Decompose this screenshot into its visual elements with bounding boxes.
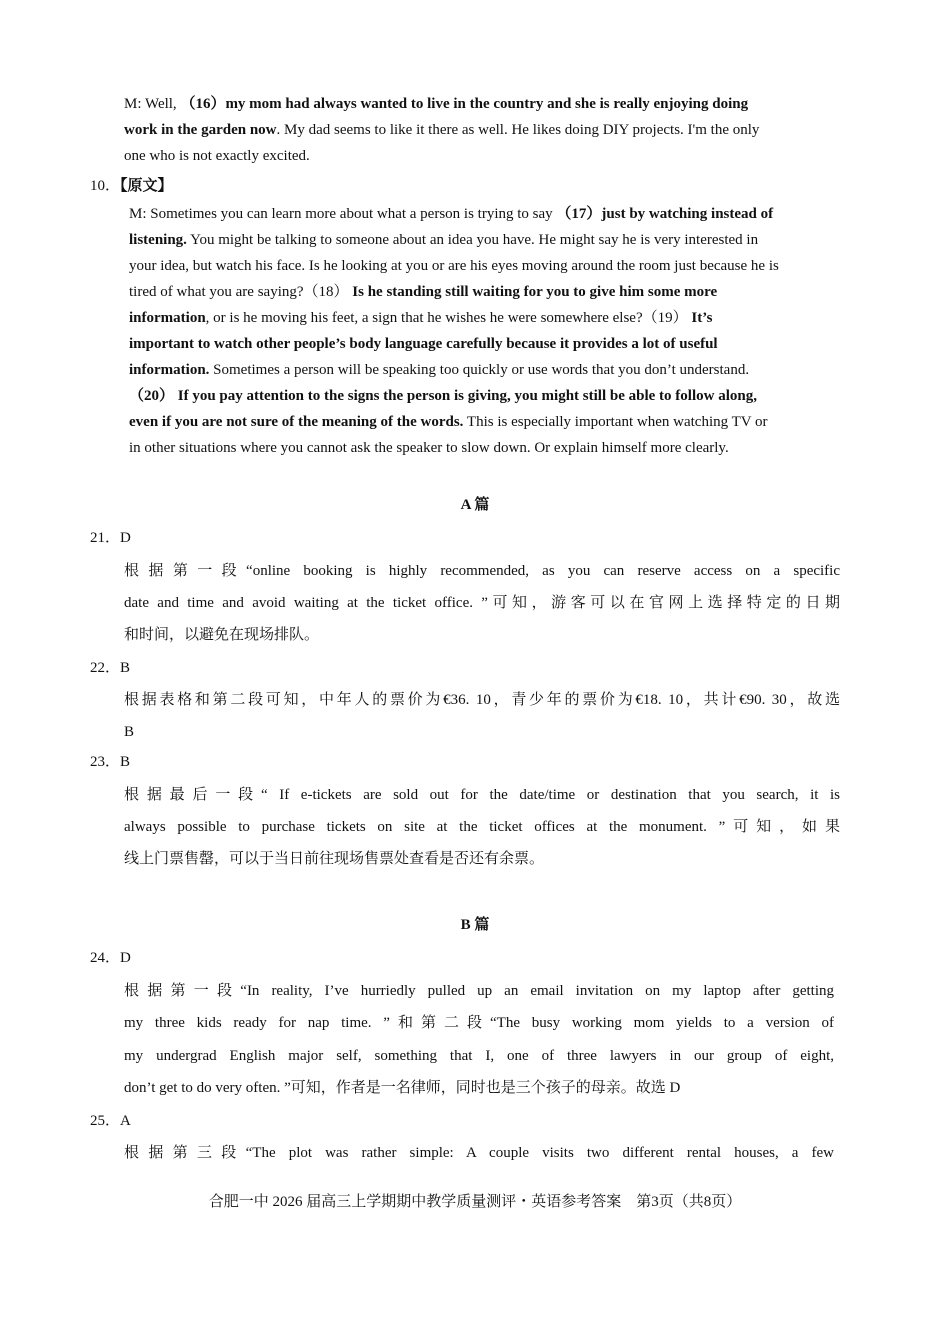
q10-line-8 (129, 386, 757, 406)
q10-text: , or is he moving his feet, a sign that he wishes he were somewhere else?（19） (205, 310, 692, 326)
q21-line-3: 和时间，以避免在现场排队。 (124, 627, 320, 643)
q9-answer-16: （16）my mom had always wanted to live in the country and she is really enjoying doing (180, 96, 749, 112)
q10-text: tired of what you are saying?（18） (129, 284, 353, 300)
q9-line-1 (124, 94, 748, 114)
q23-line-2: always possible to purchase tickets on site at the ticket offices at the monument. ”可知，如果 (124, 819, 840, 835)
q22-answer: 22．B (90, 660, 131, 676)
q24-answer: 24．D (90, 950, 131, 966)
q10-answer-20: （20） If you pay attention to the signs the person is giving, you might still be able to follow along, (129, 388, 757, 404)
q10-line-4 (129, 282, 717, 302)
q9-answer-16-cont: work in the garden now (124, 122, 277, 138)
q10-line-6 (129, 334, 718, 354)
q25-line-1: 根据第三段“The plot was rather simple: A couple visits two different rental houses, a few (124, 1145, 834, 1161)
q10-line-5 (129, 308, 713, 328)
q10-text: You might be talking to someone about an idea you have. He might say he is very interested in (186, 232, 759, 248)
q10-line-7 (129, 360, 749, 380)
q10-answer-19-cont: important to watch other people’s body language carefully because it provides a lot of useful (129, 336, 718, 352)
q10-answer-17-cont: listening. (129, 232, 187, 248)
q10-answer-17: （17）just by watching instead of (556, 206, 774, 222)
q22-line-1: 根据表格和第二段可知，中年人的票价为€36. 10，青少年的票价为€18. 10，共计€90. 30，故选 (124, 692, 840, 708)
q10-line-10: in other situations where you cannot ask the speaker to slow down. Or explain himself more clearly. (129, 440, 729, 456)
q24-line-3: my undergrad English major self, something that I, one of three lawyers in our group of eight, (124, 1048, 834, 1064)
q9-line-2 (124, 120, 759, 140)
q10-line-2 (129, 230, 758, 250)
q23-answer: 23．B (90, 754, 131, 770)
q9-speaker: M: Well, (124, 96, 181, 112)
q10-text: M: Sometimes you can learn more about what a person is trying to say (129, 206, 557, 222)
q10-answer-18: Is he standing still waiting for you to give him some more (352, 284, 718, 300)
q23-line-1: 根据最后一段“ If e-tickets are sold out for the date/time or destination that you search, it is (124, 787, 840, 803)
section-b-title: B 篇 (460, 917, 490, 933)
q10-line-1 (129, 204, 773, 224)
q25-answer: 25．A (90, 1113, 131, 1129)
q10-line-9 (129, 412, 768, 432)
q10-number (90, 176, 173, 196)
q10-line-3: your idea, but watch his face. Is he looking at you or are his eyes moving around the room just because he is (129, 258, 779, 274)
q10-text: This is especially important when watching TV or (463, 414, 768, 430)
q10-text: Sometimes a person will be speaking too quickly or use words that you don’t understand. (209, 362, 750, 378)
q9-line-3: one who is not exactly excited. (124, 148, 310, 164)
q23-line-3: 线上门票售罄，可以于当日前往现场售票处查看是否还有余票。 (124, 851, 545, 867)
q9-text: . My dad seems to like it there as well. He likes doing DIY projects. I'm the only (276, 122, 760, 138)
q24-line-2: my three kids ready for nap time. ”和第二段“The busy working mom yields to a version of (124, 1015, 834, 1031)
q10-answer-19: It’s (691, 310, 713, 326)
q10-num: 10． (90, 178, 121, 194)
q10-tag: 【原文】 (120, 178, 173, 194)
q24-line-1: 根据第一段“In reality, I’ve hurriedly pulled up an email invitation on my laptop after getting (124, 983, 834, 999)
q21-line-1: 根据第一段“online booking is highly recommended, as you can reserve access on a specific (124, 563, 840, 579)
q10-answer-19-end: information. (129, 362, 210, 378)
q21-answer: 21．D (90, 530, 131, 546)
q22-line-2: B (124, 724, 135, 740)
q10-answer-18-cont: information (129, 310, 206, 326)
q21-line-2: date and time and avoid waiting at the ticket office. ”可知，游客可以在官网上选择特定的日期 (124, 595, 840, 611)
q24-line-4: don’t get to do very often. ”可知，作者是一名律师，同时也是三个孩子的母亲。故选 D (124, 1080, 681, 1096)
q10-answer-20-cont: even if you are not sure of the meaning of the words. (129, 414, 464, 430)
section-a-title: A 篇 (460, 497, 490, 513)
page-footer: 合肥一中 2026 届高三上学期期中教学质量测评・英语参考答案 第3页（共8页） (208, 1194, 742, 1210)
